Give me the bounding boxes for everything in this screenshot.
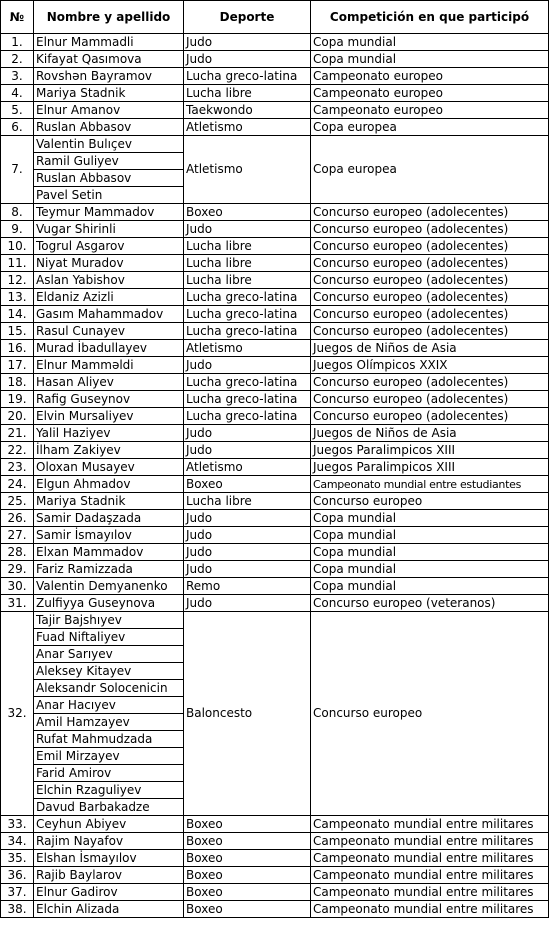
sport-cell: Lucha libre [184,493,311,510]
sport-cell: Atletismo [184,119,311,136]
row-number: 22. [1,442,34,459]
sport-cell: Boxeo [184,204,311,221]
athlete-name: Amil Hamzayev [34,714,184,731]
table-row [1,289,549,306]
row-number: 17. [1,357,34,374]
row-number: 3. [1,68,34,85]
row-number: 20. [1,408,34,425]
competition-cell: Copa mundial [311,527,549,544]
athlete-name: Togrul Asgarov [34,238,184,255]
table-row [1,204,549,221]
sport-cell: Lucha libre [184,85,311,102]
row-number: 35. [1,850,34,867]
sport-cell: Judo [184,357,311,374]
header-name: Nombre y apellido [34,1,184,34]
competition-cell: Campeonato mundial entre militares [311,901,549,918]
sport-cell: Judo [184,51,311,68]
competition-cell: Concurso europeo (adolecentes) [311,289,549,306]
table-body [1,34,549,918]
competition-cell: Juegos de Niños de Asia [311,425,549,442]
athlete-name: Anar Sarıyev [34,646,184,663]
row-number: 11. [1,255,34,272]
athlete-name: Ruslan Abbasov [34,170,184,187]
athlete-name: Elshan İsmayılov [34,850,184,867]
table-row [1,408,549,425]
athlete-name: Mariya Stadnik [34,493,184,510]
header-competition: Competición en que participó [311,1,549,34]
sport-cell: Baloncesto [184,612,311,816]
table-row [1,459,549,476]
table-row [1,323,549,340]
header-number: № [1,1,34,34]
row-number: 32. [1,612,34,816]
competition-cell: Juegos Olímpicos XXIX [311,357,549,374]
sport-cell: Boxeo [184,850,311,867]
athlete-name: Kifayat Qasımova [34,51,184,68]
athlete-name: Elgun Ahmadov [34,476,184,493]
competition-cell: Copa mundial [311,561,549,578]
athlete-name: Ceyhun Abiyev [34,816,184,833]
athlete-name: Elnur Mammadli [34,34,184,51]
athlete-name: Elnur Amanov [34,102,184,119]
sport-cell: Lucha greco-latina [184,391,311,408]
table-row [1,867,549,884]
athlete-name: Rovshən Bayramov [34,68,184,85]
table-row [1,306,549,323]
athlete-name: Ruslan Abbasov [34,119,184,136]
competition-cell: Concurso europeo (adolecentes) [311,255,549,272]
competition-cell: Concurso europeo (adolecentes) [311,306,549,323]
athlete-name: Aleksandr Solocenicin [34,680,184,697]
row-number: 1. [1,34,34,51]
competition-cell: Concurso europeo (adolecentes) [311,204,549,221]
row-number: 25. [1,493,34,510]
athlete-name: Fuad Niftaliyev [34,629,184,646]
competition-cell: Campeonato mundial entre militares [311,867,549,884]
sport-cell: Lucha greco-latina [184,289,311,306]
row-number: 19. [1,391,34,408]
competition-cell: Concurso europeo [311,493,549,510]
sport-cell: Judo [184,442,311,459]
competition-cell: Concurso europeo (adolecentes) [311,391,549,408]
sport-cell: Judo [184,425,311,442]
competition-cell: Concurso europeo (adolecentes) [311,374,549,391]
table-row [1,340,549,357]
row-number: 4. [1,85,34,102]
competition-cell: Copa europea [311,119,549,136]
athlete-name: Valentin Bulıçev [34,136,184,153]
athlete-name: Rufat Mahmudzada [34,731,184,748]
sport-cell: Judo [184,561,311,578]
table-row [1,510,549,527]
table-row [1,255,549,272]
sport-cell: Lucha libre [184,255,311,272]
sport-cell: Lucha greco-latina [184,306,311,323]
row-number: 16. [1,340,34,357]
row-number: 27. [1,527,34,544]
table-row [1,816,549,833]
row-number: 12. [1,272,34,289]
table-row [1,51,549,68]
competition-cell: Copa mundial [311,510,549,527]
athlete-name: Niyat Muradov [34,255,184,272]
athlete-name: Rasul Cunayev [34,323,184,340]
athlete-name: Gasım Mahammadov [34,306,184,323]
row-number: 36. [1,867,34,884]
athlete-name: Emil Mirzayev [34,748,184,765]
sport-cell: Lucha greco-latina [184,374,311,391]
row-number: 9. [1,221,34,238]
competition-cell: Copa europea [311,136,549,204]
table-row [1,221,549,238]
sport-cell: Judo [184,221,311,238]
sport-cell: Lucha greco-latina [184,68,311,85]
competition-cell: Copa mundial [311,544,549,561]
row-number: 2. [1,51,34,68]
athlete-name: Rajim Nayafov [34,833,184,850]
sport-cell: Boxeo [184,884,311,901]
table-row [1,272,549,289]
athlete-name: Anar Hacıyev [34,697,184,714]
table-row [1,544,549,561]
table-row [1,850,549,867]
competition-cell: Concurso europeo [311,612,549,816]
table-row [1,493,549,510]
competition-cell: Juegos Paralimpicos XIII [311,442,549,459]
row-number: 14. [1,306,34,323]
competition-cell: Juegos Paralimpicos XIII [311,459,549,476]
sport-cell: Boxeo [184,833,311,850]
table-row [1,442,549,459]
sport-cell: Atletismo [184,340,311,357]
row-number: 26. [1,510,34,527]
sport-cell: Taekwondo [184,102,311,119]
row-number: 8. [1,204,34,221]
athlete-name: Elchin Rzaguliyev [34,782,184,799]
row-number: 23. [1,459,34,476]
sport-cell: Judo [184,595,311,612]
athlete-name: Teymur Mammadov [34,204,184,221]
sport-cell: Boxeo [184,816,311,833]
table-row [1,374,549,391]
row-number: 38. [1,901,34,918]
table-row [1,884,549,901]
athlete-name: Hasan Aliyev [34,374,184,391]
sport-cell: Judo [184,544,311,561]
row-number: 5. [1,102,34,119]
competition-cell: Concurso europeo (adolecentes) [311,408,549,425]
sport-cell: Lucha libre [184,238,311,255]
table-row [1,119,549,136]
sport-cell: Boxeo [184,901,311,918]
sport-cell: Lucha greco-latina [184,408,311,425]
athlete-name: Samir İsmayılov [34,527,184,544]
table-row [1,85,549,102]
competition-cell: Campeonato mundial entre militares [311,850,549,867]
competition-cell: Copa mundial [311,34,549,51]
table-row [1,527,549,544]
competition-cell: Campeonato europeo [311,102,549,119]
row-number: 7. [1,136,34,204]
table-row [1,595,549,612]
row-number: 18. [1,374,34,391]
row-number: 10. [1,238,34,255]
table-row [1,476,549,493]
row-number: 37. [1,884,34,901]
table-row [1,901,549,918]
sport-cell: Atletismo [184,136,311,204]
sport-cell: Atletismo [184,459,311,476]
athlete-name: Elchin Alizada [34,901,184,918]
table-row [1,578,549,595]
row-number: 24. [1,476,34,493]
sport-cell: Judo [184,34,311,51]
table-row [1,425,549,442]
row-number: 31. [1,595,34,612]
table-row [1,357,549,374]
athlete-name: Rajib Baylarov [34,867,184,884]
athlete-name: Elvin Mursaliyev [34,408,184,425]
sport-cell: Judo [184,510,311,527]
row-number: 13. [1,289,34,306]
athlete-name: Davud Barbakadze [34,799,184,816]
table-row [1,561,549,578]
sport-cell: Boxeo [184,476,311,493]
athlete-name: Aslan Yabishov [34,272,184,289]
athlete-name: Oloxan Musayev [34,459,184,476]
row-number: 15. [1,323,34,340]
table-row [1,136,549,153]
competition-cell: Concurso europeo (veteranos) [311,595,549,612]
athlete-name: Murad İbadullayev [34,340,184,357]
athlete-name: Elnur Mamməldi [34,357,184,374]
row-number: 21. [1,425,34,442]
row-number: 29. [1,561,34,578]
athlete-name: Ramil Guliyev [34,153,184,170]
row-number: 33. [1,816,34,833]
competition-cell: Copa mundial [311,51,549,68]
athlete-name: Elxan Mammadov [34,544,184,561]
athlete-name: Valentin Demyanenko [34,578,184,595]
sport-cell: Remo [184,578,311,595]
table-row [1,102,549,119]
athlete-name: Tajir Bajshıyev [34,612,184,629]
competition-cell: Concurso europeo (adolecentes) [311,221,549,238]
sport-cell: Judo [184,527,311,544]
athlete-name: Samir Dadaşzada [34,510,184,527]
athlete-name: Mariya Stadnik [34,85,184,102]
row-number: 6. [1,119,34,136]
table-row [1,68,549,85]
table-row [1,34,549,51]
competition-cell: Concurso europeo (adolecentes) [311,323,549,340]
competition-cell: Campeonato mundial entre militares [311,833,549,850]
athlete-name: Yalil Haziyev [34,425,184,442]
athlete-name: Eldaniz Azizli [34,289,184,306]
row-number: 30. [1,578,34,595]
row-number: 34. [1,833,34,850]
competition-cell: Concurso europeo (adolecentes) [311,272,549,289]
header-sport: Deporte [184,1,311,34]
competition-cell: Campeonato mundial entre militares [311,884,549,901]
sport-cell: Lucha greco-latina [184,323,311,340]
competition-cell: Copa mundial [311,578,549,595]
table-row [1,238,549,255]
athlete-name: Vugar Shirinli [34,221,184,238]
athlete-name: İlham Zakiyev [34,442,184,459]
competition-cell: Campeonato mundial entre militares [311,816,549,833]
competition-cell: Juegos de Niños de Asia [311,340,549,357]
competition-cell: Campeonato europeo [311,85,549,102]
athlete-name: Pavel Setin [34,187,184,204]
athlete-name: Zulfiyya Guseynova [34,595,184,612]
competition-cell: Campeonato mundial entre estudiantes [311,476,549,493]
row-number: 28. [1,544,34,561]
header-row [1,1,549,34]
sport-cell: Boxeo [184,867,311,884]
athlete-name: Fariz Ramizzada [34,561,184,578]
table-row [1,391,549,408]
competition-cell: Campeonato europeo [311,68,549,85]
athlete-name: Aleksey Kitayev [34,663,184,680]
table-row [1,612,549,629]
sport-cell: Lucha libre [184,272,311,289]
competition-cell: Concurso europeo (adolecentes) [311,238,549,255]
athlete-name: Rafig Guseynov [34,391,184,408]
athlete-name: Elnur Gadirov [34,884,184,901]
athlete-name: Farid Amirov [34,765,184,782]
table-row [1,833,549,850]
